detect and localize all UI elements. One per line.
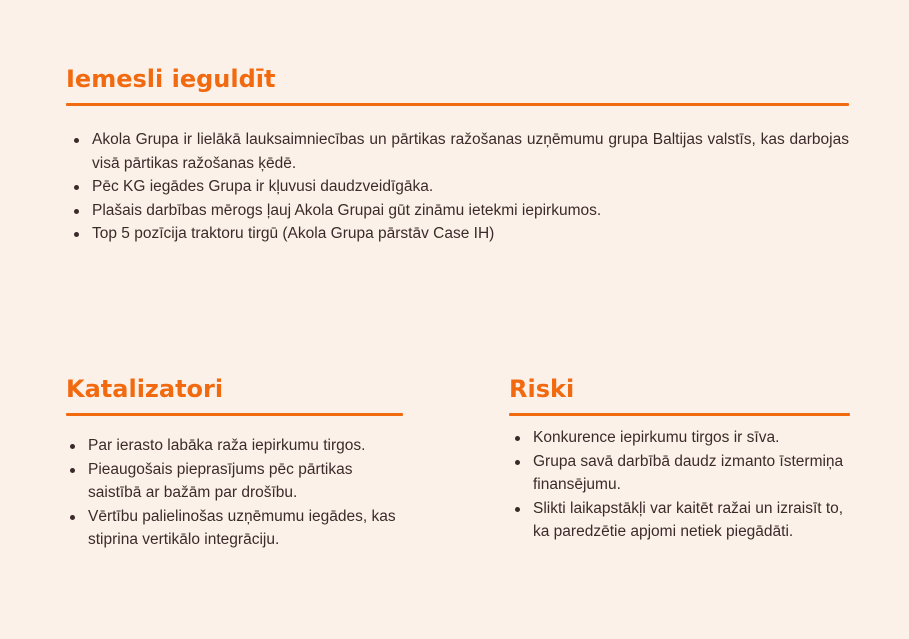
- risks-divider: [509, 413, 850, 416]
- list-item: Grupa savā darbībā daudz izmanto īstermiņa finansējumu.: [513, 450, 850, 497]
- list-item: Vērtību palielinošas uzņēmumu iegādes, kas stiprina vertikālo integrāciju.: [68, 505, 403, 552]
- list-item: Konkurence iepirkumu tirgos ir sīva.: [513, 426, 850, 450]
- list-item: Plašais darbības mērogs ļauj Akola Grupai gūt zināmu ietekmi iepirkumos.: [72, 199, 849, 223]
- catalysts-section: [66, 374, 403, 552]
- list-item: Akola Grupa ir lielākā lauksaimniecības un pārtikas ražošanas uzņēmumu grupa Baltijas valstīs, kas darbojas visā pārtikas ražošanas ķēdē.: [72, 128, 849, 175]
- list-item: Pieaugošais pieprasījums pēc pārtikas saistībā ar bažām par drošību.: [68, 458, 403, 505]
- list-item: Slikti laikapstākļi var kaitēt ražai un izraisīt to, ka paredzētie apjomi netiek piegādāti.: [513, 497, 850, 544]
- catalysts-heading: Katalizatori: [66, 375, 224, 403]
- list-item: Par ierasto labāka raža iepirkumu tirgos.: [68, 434, 403, 458]
- reasons-divider: [66, 103, 849, 106]
- list-item: Pēc KG iegādes Grupa ir kļuvusi daudzveidīgāka.: [72, 175, 849, 199]
- catalysts-divider: [66, 413, 403, 416]
- reasons-heading: Iemesli ieguldīt: [66, 65, 276, 93]
- list-item: Top 5 pozīcija traktoru tirgū (Akola Grupa pārstāv Case IH): [72, 222, 849, 246]
- risks-section: [509, 374, 850, 544]
- catalysts-list: [66, 434, 403, 552]
- reasons-list: [66, 128, 849, 246]
- risks-heading: Riski: [509, 375, 575, 403]
- risks-list: [509, 426, 850, 544]
- reasons-section: [66, 64, 849, 246]
